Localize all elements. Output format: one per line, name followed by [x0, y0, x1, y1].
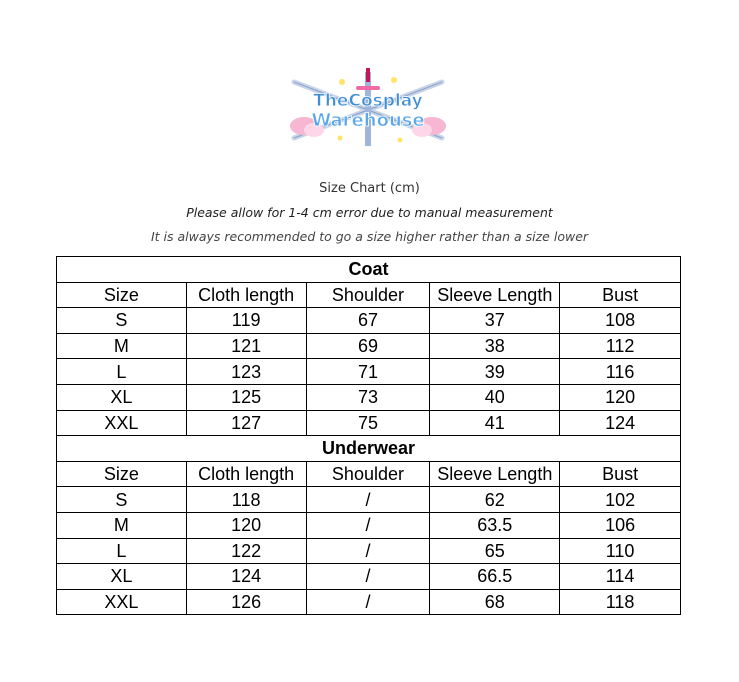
size-cell: M: [57, 333, 187, 359]
sleeve-length-cell: 41: [430, 410, 560, 436]
shoulder-cell: /: [306, 512, 430, 538]
shoulder-cell: 71: [306, 359, 430, 385]
size-cell: S: [57, 487, 187, 513]
recommendation-note: It is always recommended to go a size higher rather than a size lower: [150, 229, 589, 244]
shoulder-cell: 69: [306, 333, 430, 359]
bust-cell: 124: [560, 410, 681, 436]
bust-cell: 110: [560, 538, 681, 564]
shoulder-cell: 67: [306, 308, 430, 334]
size-cell: S: [57, 308, 187, 334]
underwear-section-header: [57, 436, 681, 462]
cloth-length-cell: 118: [186, 487, 306, 513]
cloth-length-cell: 119: [186, 308, 306, 334]
cloth-length-cell: 123: [186, 359, 306, 385]
size-cell: XXL: [57, 589, 187, 615]
table-row: [57, 410, 681, 436]
column-header: Sleeve Length: [430, 461, 560, 487]
sleeve-length-cell: 62: [430, 487, 560, 513]
bust-cell: 120: [560, 384, 681, 410]
shoulder-cell: 75: [306, 410, 430, 436]
table-row: [57, 384, 681, 410]
shoulder-cell: /: [306, 538, 430, 564]
column-header: Bust: [560, 282, 681, 308]
column-header: Bust: [560, 461, 681, 487]
cloth-length-cell: 127: [186, 410, 306, 436]
column-header: Size: [57, 461, 187, 487]
cloth-length-cell: 124: [186, 564, 306, 590]
bust-cell: 118: [560, 589, 681, 615]
size-cell: L: [57, 538, 187, 564]
column-header: Cloth length: [186, 461, 306, 487]
size-chart-title: Size Chart (cm): [319, 181, 420, 196]
column-header: Sleeve Length: [430, 282, 560, 308]
shoulder-cell: /: [306, 589, 430, 615]
cloth-length-cell: 125: [186, 384, 306, 410]
size-cell: XXL: [57, 410, 187, 436]
bust-cell: 106: [560, 512, 681, 538]
table-row: [57, 564, 681, 590]
measurement-note: Please allow for 1-4 cm error due to manual measurement: [186, 205, 553, 220]
sleeve-length-cell: 40: [430, 384, 560, 410]
cloth-length-cell: 121: [186, 333, 306, 359]
coat-section-header: [57, 257, 681, 283]
sleeve-length-cell: 37: [430, 308, 560, 334]
size-cell: XL: [57, 384, 187, 410]
size-table: [56, 256, 681, 615]
table-row: [57, 589, 681, 615]
bust-cell: 102: [560, 487, 681, 513]
sleeve-length-cell: 68: [430, 589, 560, 615]
table-row: [57, 359, 681, 385]
brand-logo: [282, 68, 454, 148]
bust-cell: 116: [560, 359, 681, 385]
shoulder-cell: /: [306, 564, 430, 590]
sleeve-length-cell: 39: [430, 359, 560, 385]
table-row: [57, 512, 681, 538]
bust-cell: 114: [560, 564, 681, 590]
sleeve-length-cell: 66.5: [430, 564, 560, 590]
shoulder-cell: /: [306, 487, 430, 513]
cloth-length-cell: 122: [186, 538, 306, 564]
underwear-title: Underwear: [57, 436, 681, 462]
logo-text-line2: Warehouse: [311, 110, 425, 131]
column-header: Size: [57, 282, 187, 308]
coat-column-headers: [57, 282, 681, 308]
underwear-column-headers: [57, 461, 681, 487]
cloth-length-cell: 126: [186, 589, 306, 615]
cloth-length-cell: 120: [186, 512, 306, 538]
sleeve-length-cell: 63.5: [430, 512, 560, 538]
column-header: Shoulder: [306, 461, 430, 487]
column-header: Cloth length: [186, 282, 306, 308]
table-row: [57, 333, 681, 359]
shoulder-cell: 73: [306, 384, 430, 410]
table-row: [57, 538, 681, 564]
sleeve-length-cell: 38: [430, 333, 560, 359]
sleeve-length-cell: 65: [430, 538, 560, 564]
bust-cell: 112: [560, 333, 681, 359]
logo-text-line1: TheCosplay: [313, 91, 423, 111]
size-cell: XL: [57, 564, 187, 590]
table-row: [57, 487, 681, 513]
coat-title: Coat: [57, 257, 681, 283]
column-header: Shoulder: [306, 282, 430, 308]
bust-cell: 108: [560, 308, 681, 334]
table-row: [57, 308, 681, 334]
size-cell: L: [57, 359, 187, 385]
size-cell: M: [57, 512, 187, 538]
